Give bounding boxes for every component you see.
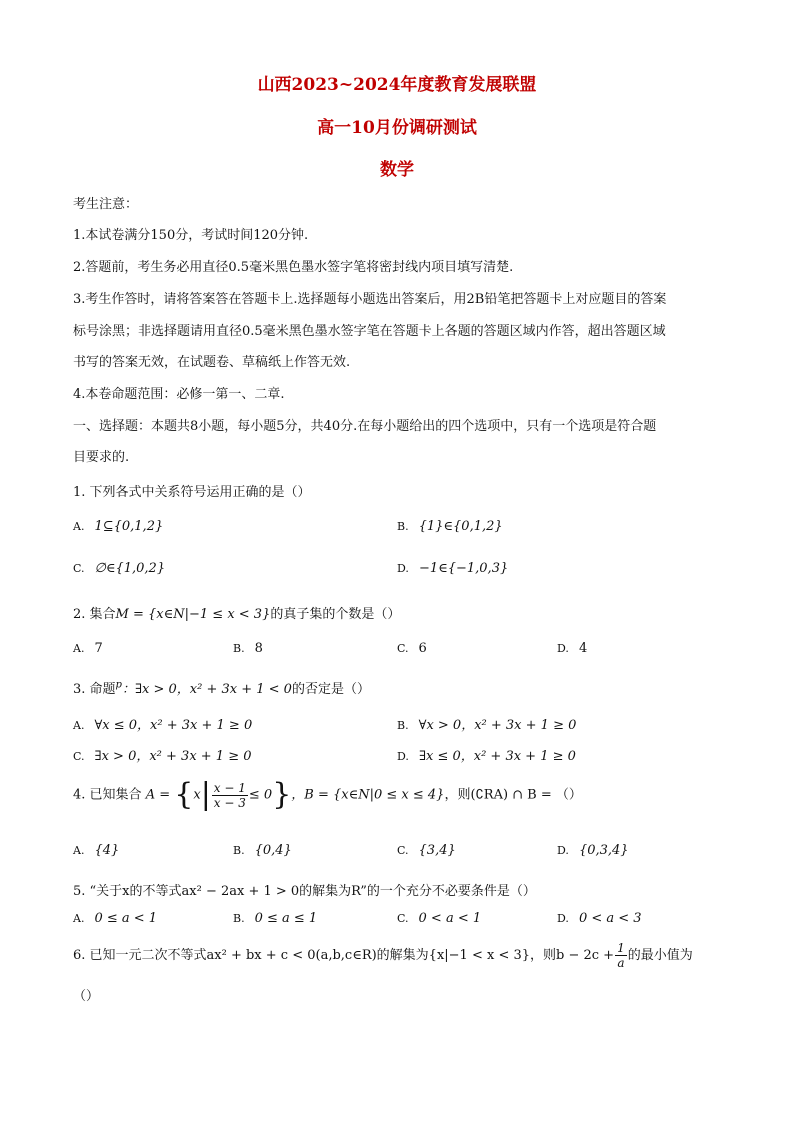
- question-4-stem: 4. 已知集合 A = {x| $\frac{x - 1}{x - 3}$ ≤ 0}，B = {x∈N|0 ≤ x ≤ 4}，则(∁RA) ∩ B = （）: [73, 777, 582, 812]
- question-2-option-a: A. 7: [73, 641, 103, 656]
- option-label: B.: [397, 520, 409, 533]
- option-label: A.: [73, 520, 85, 533]
- notice-line-3c: 书写的答案无效，在试题卷、草稿纸上作答无效.: [73, 355, 351, 370]
- page-title-2: 高一10月份调研测试: [317, 118, 477, 138]
- question-5-option-c: C. 0 < a < 1: [397, 911, 482, 926]
- question-4-option-c: C. {3,4}: [397, 843, 456, 858]
- question-4-option-d: D. {0,3,4}: [557, 843, 629, 858]
- section-heading-1: 一、选择题：本题共8小题，每小题5分，共40分.在每小题给出的四个选项中，只有一个选项是符合题: [73, 419, 657, 434]
- question-1-option-d: D. −1∈{−1,0,3}: [397, 561, 509, 576]
- option-label: C.: [73, 562, 85, 575]
- page-title-1: 山西2023~2024年度教育发展联盟: [257, 75, 537, 95]
- question-5-option-d: D. 0 < a < 3: [557, 911, 642, 926]
- option-label: D.: [397, 562, 409, 575]
- question-2-option-c: C. 6: [397, 641, 427, 656]
- question-2-stem: 2. 集合M = {x∈N|−1 ≤ x < 3}的真子集的个数是（）: [73, 607, 401, 622]
- question-6-stem-line-2: （）: [73, 989, 100, 1004]
- question-4-option-b: B. {0,4}: [233, 843, 292, 858]
- question-5-stem: 5. “关于x的不等式ax² − 2ax + 1 > 0的解集为R”的一个充分不必要条件是（）: [73, 884, 536, 899]
- question-4-option-a: A. {4}: [73, 843, 120, 858]
- page-title-3: 数学: [380, 160, 414, 180]
- notice-heading: 考生注意：: [73, 197, 139, 212]
- section-heading-2: 目要求的.: [73, 450, 130, 465]
- question-3-stem: 3. 命题$^p$：∃x > 0，x² + 3x + 1 < 0的否定是（）: [73, 679, 370, 697]
- notice-line-1: 1.本试卷满分150分，考试时间120分钟.: [73, 228, 309, 243]
- question-5-option-b: B. 0 ≤ a ≤ 1: [233, 911, 318, 926]
- notice-line-4: 4.本卷命题范围：必修一第一、二章.: [73, 387, 285, 402]
- notice-line-2: 2.答题前，考生务必用直径0.5毫米黑色墨水签字笔将密封线内项目填写清楚.: [73, 260, 514, 275]
- question-2-option-d: D. 4: [557, 641, 588, 656]
- question-1-option-a: A. 1⊆{0,1,2}: [73, 519, 164, 534]
- notice-line-3a: 3.考生作答时，请将答案答在答题卡上.选择题每小题选出答案后，用2B铅笔把答题卡上对应题目的答案: [73, 292, 667, 307]
- question-3-option-d: D. ∃x ≤ 0，x² + 3x + 1 ≥ 0: [397, 749, 576, 764]
- question-2-option-b: B. 8: [233, 641, 263, 656]
- question-3-option-a: A. ∀x ≤ 0，x² + 3x + 1 ≥ 0: [73, 718, 253, 733]
- question-1-option-c: C. ∅∈{1,0,2}: [73, 561, 166, 576]
- question-1-option-b: B. {1}∈{0,1,2}: [397, 519, 503, 534]
- notice-line-3b: 标号涂黑；非选择题请用直径0.5毫米黑色墨水签字笔在答题卡上各题的答题区域内作答，超出答题区域: [73, 324, 666, 339]
- question-6-stem: 6. 已知一元二次不等式ax² + bx + c < 0(a,b,c∈R)的解集为{x|−1 < x < 3}，则b − 2c + $\frac{1}{a}$ 的最小值为: [73, 941, 693, 970]
- question-3-option-b: B. ∀x > 0，x² + 3x + 1 ≥ 0: [397, 718, 577, 733]
- question-5-option-a: A. 0 ≤ a < 1: [73, 911, 158, 926]
- question-1-stem: 1. 下列各式中关系符号运用正确的是（）: [73, 485, 311, 500]
- question-3-option-c: C. ∃x > 0，x² + 3x + 1 ≥ 0: [73, 749, 252, 764]
